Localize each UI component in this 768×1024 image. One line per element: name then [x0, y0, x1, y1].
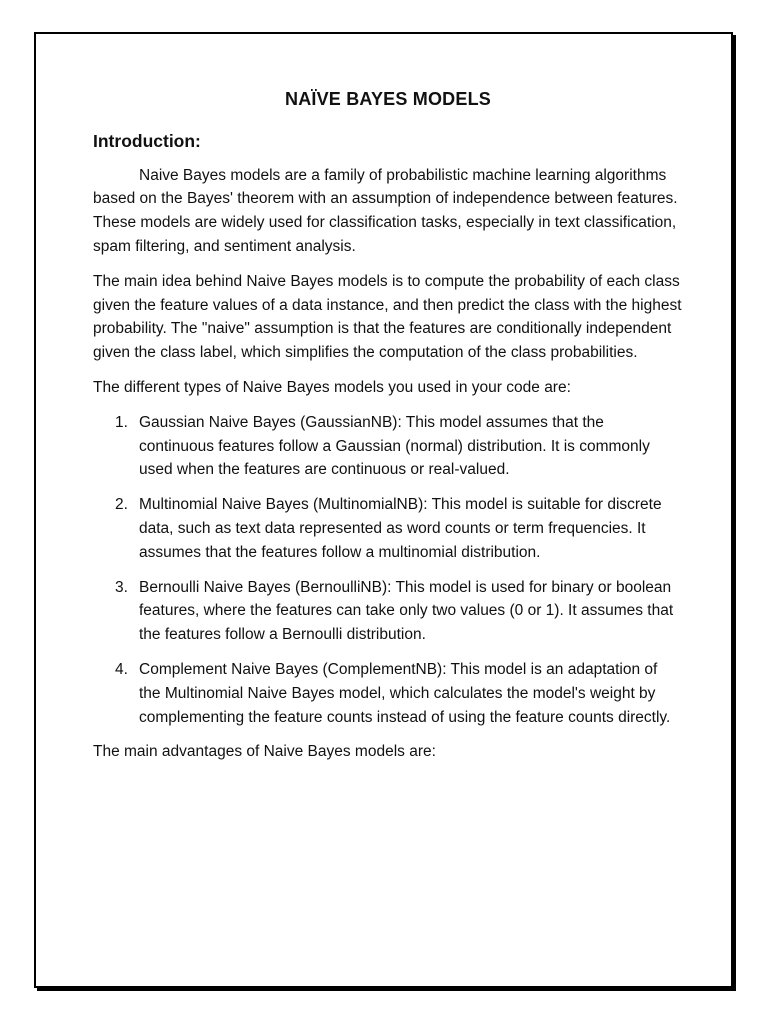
- list-item: [93, 658, 683, 729]
- list-item-text: Gaussian Naive Bayes (GaussianNB): This model assumes that the continuous features follow a Gaussian (normal) distribution. It is commonly used when the features are continuous or real-valued.: [139, 413, 650, 479]
- types-intro-paragraph: The different types of Naive Bayes models you used in your code are:: [93, 378, 571, 396]
- list-item: [93, 493, 683, 564]
- document-title: NAÏVE BAYES MODELS: [285, 89, 491, 109]
- main-idea-paragraph: The main idea behind Naive Bayes models is to compute the probability of each class given the feature values of a data instance, and then predict the class with the highest probability. The "naive" assumption is that the features are conditionally independent given the class label, which simplifies the computation of the class probabilities.: [93, 272, 682, 362]
- list-item-text: Bernoulli Naive Bayes (BernoulliNB): This model is used for binary or boolean features, where the features can take only two values (0 or 1). It assumes that the features follow a Bernoulli distribution.: [139, 578, 674, 644]
- list-item: [93, 576, 683, 647]
- document-body: [93, 88, 683, 775]
- intro-paragraph: Naive Bayes models are a family of probabilistic machine learning algorithms based on the Bayes' theorem with an assumption of independence between features. These models are widely used for classification tasks, especially in text classification, spam filtering, and sentiment analysis.: [93, 166, 678, 255]
- advantages-intro-paragraph: The main advantages of Naive Bayes models are:: [93, 743, 436, 761]
- list-item-number: 1.: [115, 413, 128, 431]
- model-types-list: [93, 411, 683, 730]
- list-item-number: 4.: [115, 660, 128, 678]
- list-item-number: 3.: [115, 578, 128, 596]
- list-item: [93, 411, 683, 482]
- list-item-text: Complement Naive Bayes (ComplementNB): This model is an adaptation of the Multinomial Naive Bayes model, which calculates the model's weight by complementing the feature counts instead of using the feature counts directly.: [139, 660, 671, 726]
- section-heading-introduction: Introduction:: [93, 130, 201, 151]
- list-item-text: Multinomial Naive Bayes (MultinomialNB): This model is suitable for discrete data, such as text data represented as word counts or term frequencies. It assumes that the features follow a multinomial distribution.: [139, 496, 662, 561]
- list-item-number: 2.: [115, 496, 128, 514]
